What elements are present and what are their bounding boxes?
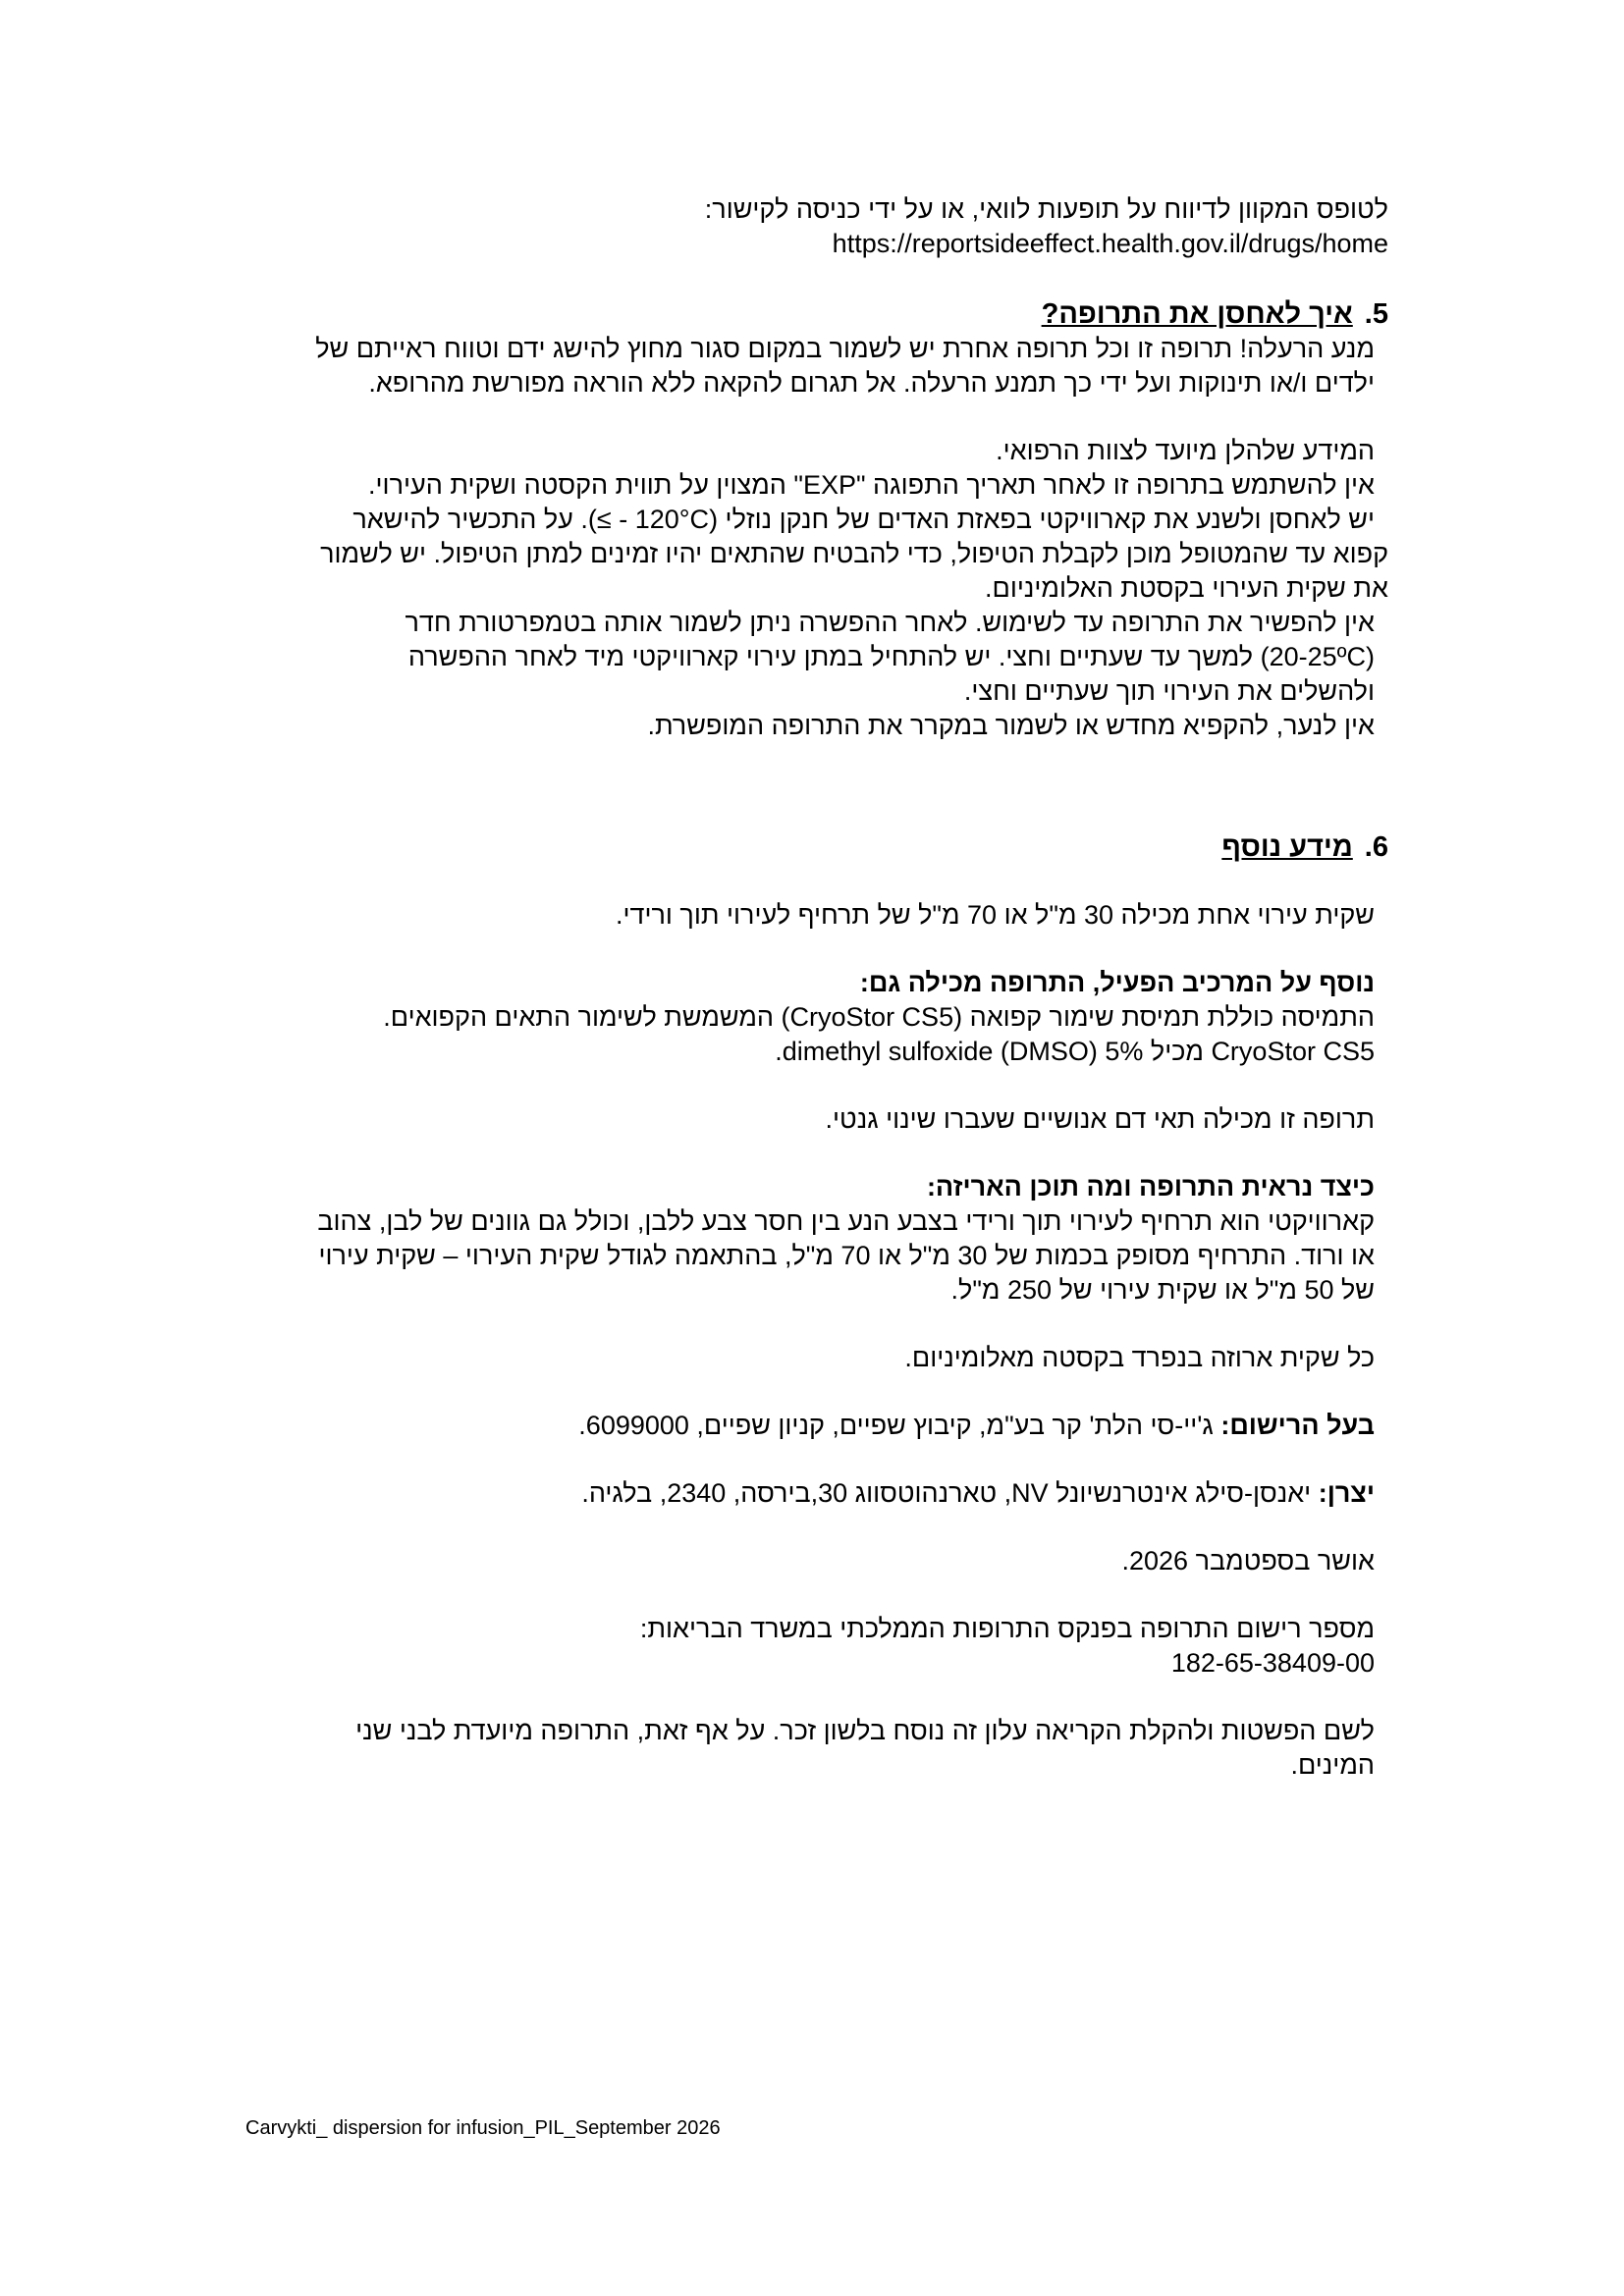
- report-text: לטופס המקוון לדיווח על תופעות לוואי, או על ידי כניסה לקישור:: [704, 194, 1388, 224]
- appearance-heading: כיצד נראית התרופה ומה תוכן האריזה:: [926, 1172, 1375, 1201]
- approval-date: אושר בספטמבר 2026.: [1121, 1546, 1375, 1575]
- holder-label: בעל הרישום:: [1220, 1411, 1375, 1440]
- inactive-ingredients-text: התמיסה כוללת תמיסת שימור קפואה (CryoStor CS5) המשמשת לשימור התאים הקפואים.: [383, 1002, 1375, 1032]
- thaw-text: (20-25ºC) למשך עד שעתיים וחצי. יש להתחיל במתן עירוי קארוויקטי מיד לאחר ההפשרה: [407, 642, 1375, 671]
- registration-number: 182-65-38409-00: [1170, 1648, 1375, 1678]
- gender-note: לשם הפשטות ולהקלת הקריאה עלון זה נוסח בלשון זכר. על אף זאת, התרופה מיועדת לבני שני: [355, 1716, 1375, 1745]
- storage-text: את שקית העירוי בקסטת האלומיניום.: [985, 573, 1388, 603]
- inactive-ingredients-text: CryoStor CS5 מכיל 5% dimethyl sulfoxide (DMSO).: [775, 1037, 1375, 1066]
- storage-text: קפוא עד שהמטופל מוכן לקבלת הטיפול, כדי להבטיח שהתאים יהיו זמינים למתן הטיפול. יש לשמור: [320, 539, 1388, 568]
- registration-label: מספר רישום התרופה בפנקס התרופות הממלכתי במשרד הבריאות:: [639, 1614, 1375, 1643]
- gmo-text: תרופה זו מכילה תאי דם אנושיים שעברו שינוי גנטי.: [825, 1104, 1375, 1134]
- appearance-text: או ורוד. התרחיף מסופק בכמות של 30 מ"ל או 70 מ"ל, בהתאמה לגודל שקית העירוי – שקית עירוי: [318, 1241, 1375, 1270]
- inactive-ingredients-heading: נוסף על המרכיב הפעיל, התרופה מכילה גם:: [859, 968, 1375, 997]
- registration-holder: [247, 1409, 1388, 1443]
- storage-text: יש לאחסן ולשנע את קארוויקטי בפאזת האדים של חנקן נוזלי (120°C - ≥). על התכשיר להישאר: [352, 505, 1375, 534]
- poison-warning-line: ילדים ו/או תינוקות ועל ידי כך תמנע הרעלה. אל תגרום להקאה ללא הוראה מפורשת מהרופא.: [368, 368, 1375, 398]
- appearance-text: קארוויקטי הוא תרחיף לעירוי תוך ורידי בצבע הנע בין חסר צבע ללבן, וכולל גם גוונים של לבן, צהוב: [317, 1206, 1375, 1236]
- packaging-text: כל שקית ארוזה בנפרד בקסטה מאלומיניום.: [904, 1343, 1375, 1372]
- section-6-heading: [247, 829, 1388, 865]
- section-5-heading: [247, 296, 1388, 332]
- staff-intro: המידע שלהלן מיועד לצוות הרפואי.: [996, 436, 1375, 465]
- refreeze-text: אין לנער, להקפיא מחדש או לשמור במקרר את התרופה המופשרת.: [647, 711, 1375, 740]
- section-5-title: איך לאחסן את התרופה?: [1041, 298, 1353, 330]
- gender-note: המינים.: [1290, 1750, 1375, 1780]
- expiry-text: אין להשתמש בתרופה זו לאחר תאריך התפוגה "EXP" המצוין על תווית הקסטה ושקית העירוי.: [368, 470, 1375, 500]
- thaw-text: ולהשלים את העירוי תוך שעתיים וחצי.: [963, 676, 1375, 706]
- manufacturer: [247, 1476, 1388, 1511]
- report-url-link[interactable]: https://reportsideeffect.health.gov.il/drugs/home: [832, 229, 1388, 258]
- bag-content-text: שקית עירוי אחת מכילה 30 מ"ל או 70 מ"ל של תרחיף לעירוי תוך ורידי.: [615, 900, 1375, 930]
- appearance-text: של 50 מ"ל או שקית עירוי של 250 מ"ל.: [950, 1275, 1375, 1305]
- manufacturer-label: יצרן:: [1318, 1478, 1375, 1508]
- manufacturer-value: יאנסן-סילג אינטרנשיונל NV, טארנהוטסווג 30,בירסה, 2340, בלגיה.: [581, 1478, 1319, 1508]
- section-6-number: 6.: [1364, 831, 1388, 863]
- section-6-title: מידע נוסף: [1221, 831, 1353, 863]
- poison-warning-line: מנע הרעלה! תרופה זו וכל תרופה אחרת יש לשמור במקום סגור מחוץ להישג ידם וטווח ראייתם של: [315, 334, 1375, 363]
- section-5-number: 5.: [1364, 298, 1388, 330]
- holder-value: ג'יי-סי הלת' קר בע"מ, קיבוץ שפיים, קניון שפיים, 6099000.: [578, 1411, 1221, 1440]
- leaflet-content: [247, 192, 1388, 1783]
- thaw-text: אין להפשיר את התרופה עד לשימוש. לאחר ההפשרה ניתן לשמור אותה בטמפרטורת חדר: [405, 608, 1375, 637]
- page-footer: Carvykti_ dispersion for infusion_PIL_September 2026: [245, 2117, 721, 2139]
